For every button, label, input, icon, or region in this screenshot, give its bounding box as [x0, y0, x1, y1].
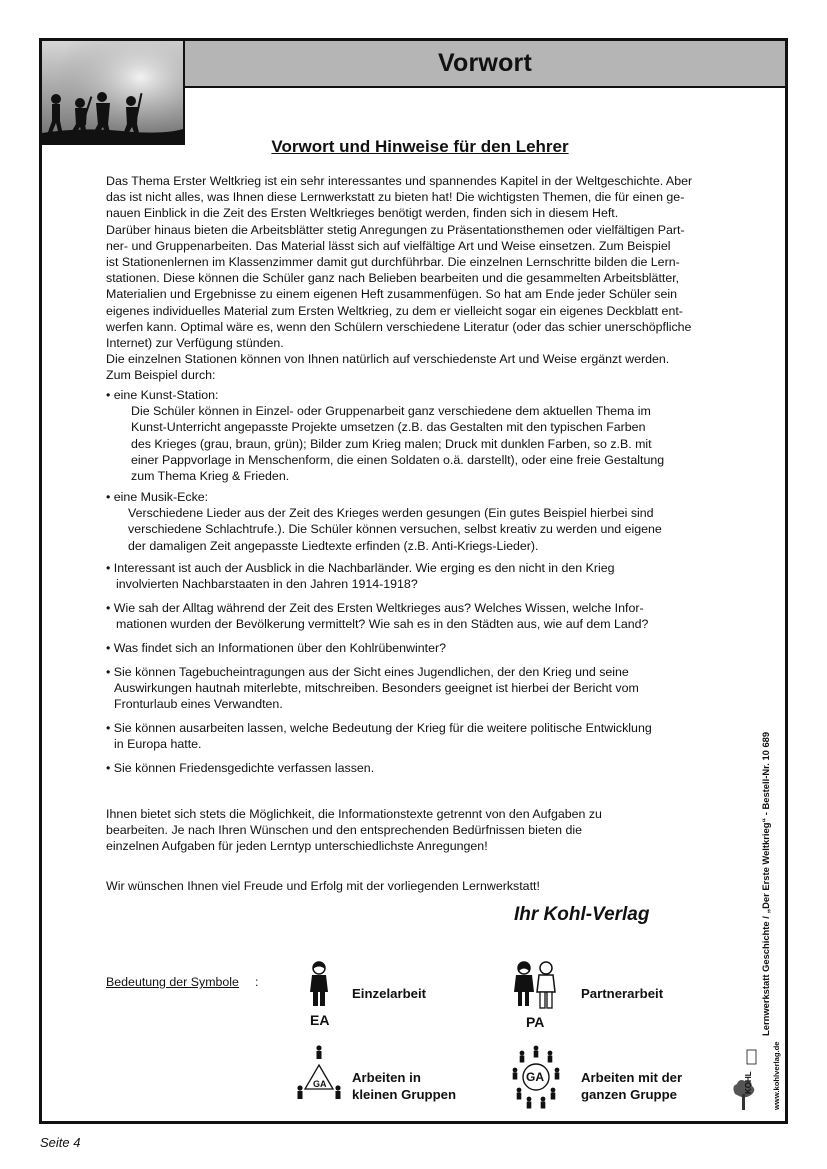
soldiers-silhouette-icon [42, 41, 183, 145]
section-heading: Vorwort und Hinweise für den Lehrer [271, 137, 569, 156]
bullet-alltag [106, 600, 746, 632]
sidebar-url: www.kohlverlag.de [772, 1041, 781, 1110]
intro-line: werfen kann. Optimal wäre es, wenn den Schülern verschiedene Literatur (oder das schier unerschöpfliche [106, 319, 692, 334]
header-photo [42, 41, 185, 145]
bullet-head: • Sie können Friedensgedichte verfassen lassen. [106, 761, 375, 775]
intro-line: Die einzelnen Stationen können von Ihnen natürlich auf verschiedenste Art und Weise ergänzt werden. [106, 352, 670, 367]
bullet-friedensgedichte [106, 760, 746, 776]
bullet-musik-ecke [106, 489, 746, 554]
signature: Ihr Kohl-Verlag [514, 904, 650, 925]
intro-line: Internet) zur Verfügung stünden. [106, 336, 284, 351]
bullet-line: in Europa hatte. [114, 737, 202, 752]
single-person-icon [306, 960, 332, 1010]
symbol-label-einzelarbeit: Einzelarbeit [352, 986, 427, 1001]
closing-line: einzelnen Aufgaben für jeden Lerntyp unterschiedlichste Anregungen! [106, 839, 488, 854]
symbols-title-colon: : [255, 975, 259, 989]
bullet-line: Verschiedene Lieder aus der Zeit des Krieges werden gesungen (Ein gutes Beispiel hierbei sind [128, 506, 654, 521]
bullet-line: Kunst-Unterricht angepasste Projekte umsetzen (z.B. das Gestalten mit den typischen Farben [131, 420, 646, 435]
symbol-label-ganze-gruppe [581, 1069, 682, 1103]
bullet-head: • eine Musik-Ecke: [106, 490, 209, 504]
bullet-line: verschiedene Schlachtrufe.). Die Schüler können versuchen, selbst kreativ zu werden und eigene [128, 522, 662, 537]
symbol-code-ga-small: GA [313, 1079, 327, 1089]
bullet-line: Die Schüler können in Einzel- oder Gruppenarbeit ganz verschiedene dem aktuellen Thema im [131, 404, 651, 419]
intro-line: Das Thema Erster Weltkrieg ist ein sehr interessantes und spannendes Kapitel in der Weltgeschichte. Aber [106, 174, 693, 188]
symbol-label-kleine-gruppen [352, 1069, 456, 1103]
closing-paragraph [106, 806, 746, 855]
bullet-head: • Interessant ist auch der Ausblick in die Nachbarländer. Wie erging es den nicht in den Krieg [106, 561, 615, 575]
symbol-code-pa: PA [526, 1014, 545, 1030]
bullet-line: Auswirkungen hautnah miterlebte, mitschreiben. Besonders geeignet ist hierbei der Bericht vom [114, 681, 639, 696]
wish-line: Wir wünschen Ihnen viel Freude und Erfolg mit der vorliegenden Lernwerkstatt! [106, 879, 540, 893]
bullet-line: Fronturlaub eines Verwandten. [114, 697, 283, 712]
bullet-line: des Krieges (grau, braun, grün); Bilder zum Krieg malen; Druck mit dunklen Farben, so z.B. mit [131, 436, 652, 451]
bullet-head: • Wie sah der Alltag während der Zeit des Ersten Weltkrieges aus? Welches Wissen, welche Infor- [106, 601, 644, 615]
intro-paragraph [106, 173, 746, 384]
bullet-kohlruebenwinter [106, 640, 746, 656]
bullet-kunst-station [106, 387, 746, 484]
page-number: Seite 4 [40, 1135, 81, 1150]
symbol-label-line: kleinen Gruppen [352, 1087, 457, 1102]
closing-line: Ihnen bietet sich stets die Möglichkeit, die Informationstexte getrennt von den Aufgaben zu [106, 807, 602, 821]
bullet-head: • Sie können ausarbeiten lassen, welche Bedeutung der Krieg für die weitere politische Entwicklung [106, 721, 652, 735]
intro-line: nauen Einblick in die Zeit des Ersten Weltkrieges benötigt werden, finden sich in diesem Heft. [106, 206, 619, 221]
intro-line: Darüber hinaus bieten die Arbeitsblätter stetig Anregungen zu Präsentationsthemen oder vielfältigen Part- [106, 222, 685, 237]
page-title: Vorwort [438, 49, 532, 77]
small-group-triangle-icon [296, 1044, 342, 1102]
symbol-label-line: Arbeiten in [352, 1070, 421, 1085]
sidebar-logo-text: KOHL [744, 1071, 753, 1094]
closing-line: bearbeiten. Je nach Ihren Wünschen und den entsprechenden Bedürfnissen bieten die [106, 823, 582, 838]
symbol-code-ga-whole: GA [526, 1070, 544, 1084]
symbol-label-line: ganzen Gruppe [581, 1087, 677, 1102]
title-bar [185, 41, 785, 88]
symbol-label-partnerarbeit: Partnerarbeit [581, 986, 664, 1001]
intro-line: stationen. Diese können die Schüler ganz nach Belieben bearbeiten und die gesammelten Arbeitsblätter, [106, 271, 680, 286]
symbols-title: Bedeutung der Symbole [106, 975, 239, 989]
bullet-line: einer Pappvorlage in Menschenform, die einen Soldaten o.ä. darstellt), oder eine freie Gestaltung [131, 452, 665, 467]
intro-line: Materialien und Ergebnisse zu einem eigenen Heft zusammenfügen. So hat am Ende jeder Schüler sein [106, 287, 677, 302]
bullet-line: involvierten Nachbarstaaten in den Jahren 1914-1918? [116, 577, 418, 592]
intro-line: ist Stationenlernen im Klassenzimmer damit gut durchführbar. Die einzelnen Lernschritte bilden die Lern- [106, 255, 680, 270]
bullet-head: • Was findet sich an Informationen über den Kohlrübenwinter? [106, 641, 446, 655]
intro-line: eigenes individuelles Material zum Ersten Weltkrieg, zu dem er vielleicht sogar ein eigenes Deckblatt ent- [106, 303, 683, 318]
bullet-line: der damaligen Zeit angepasste Liedtexte erfinden (z.B. Anti-Kriegs-Lieder). [128, 538, 539, 553]
bullet-tagebuch [106, 664, 746, 713]
bullet-politik [106, 720, 746, 752]
intro-line: Zum Beispiel durch: [106, 368, 216, 383]
bullet-line: zum Thema Krieg & Frieden. [131, 469, 290, 484]
bullet-line: mationen wurden der Bevölkerung vermittelt? Wie sah es in den Städten aus, wie auf dem Land? [116, 617, 649, 632]
two-persons-icon [513, 960, 559, 1014]
symbol-code-ea: EA [310, 1012, 330, 1028]
intro-line: ner- und Gruppenarbeiten. Das Material lässt sich auf vielfältige Art und Weise einsetzen. Zum Beispiel [106, 238, 671, 253]
bullet-head: • eine Kunst-Station: [106, 388, 219, 402]
symbol-label-line: Arbeiten mit der [581, 1070, 683, 1085]
bullet-head: • Sie können Tagebucheintragungen aus der Sicht eines Jugendlichen, der den Krieg und seine [106, 665, 629, 679]
bullet-nachbarlaender [106, 560, 746, 592]
intro-line: das ist nicht alles, was Ihnen diese Lernwerkstatt zu bieten hat! Die wichtigsten Themen, die für einen ge- [106, 190, 685, 205]
sidebar-order-text: Lernwerkstatt Geschichte / „Der Erste Weltkrieg“ - Bestell-Nr. 10 689 [760, 731, 771, 1036]
